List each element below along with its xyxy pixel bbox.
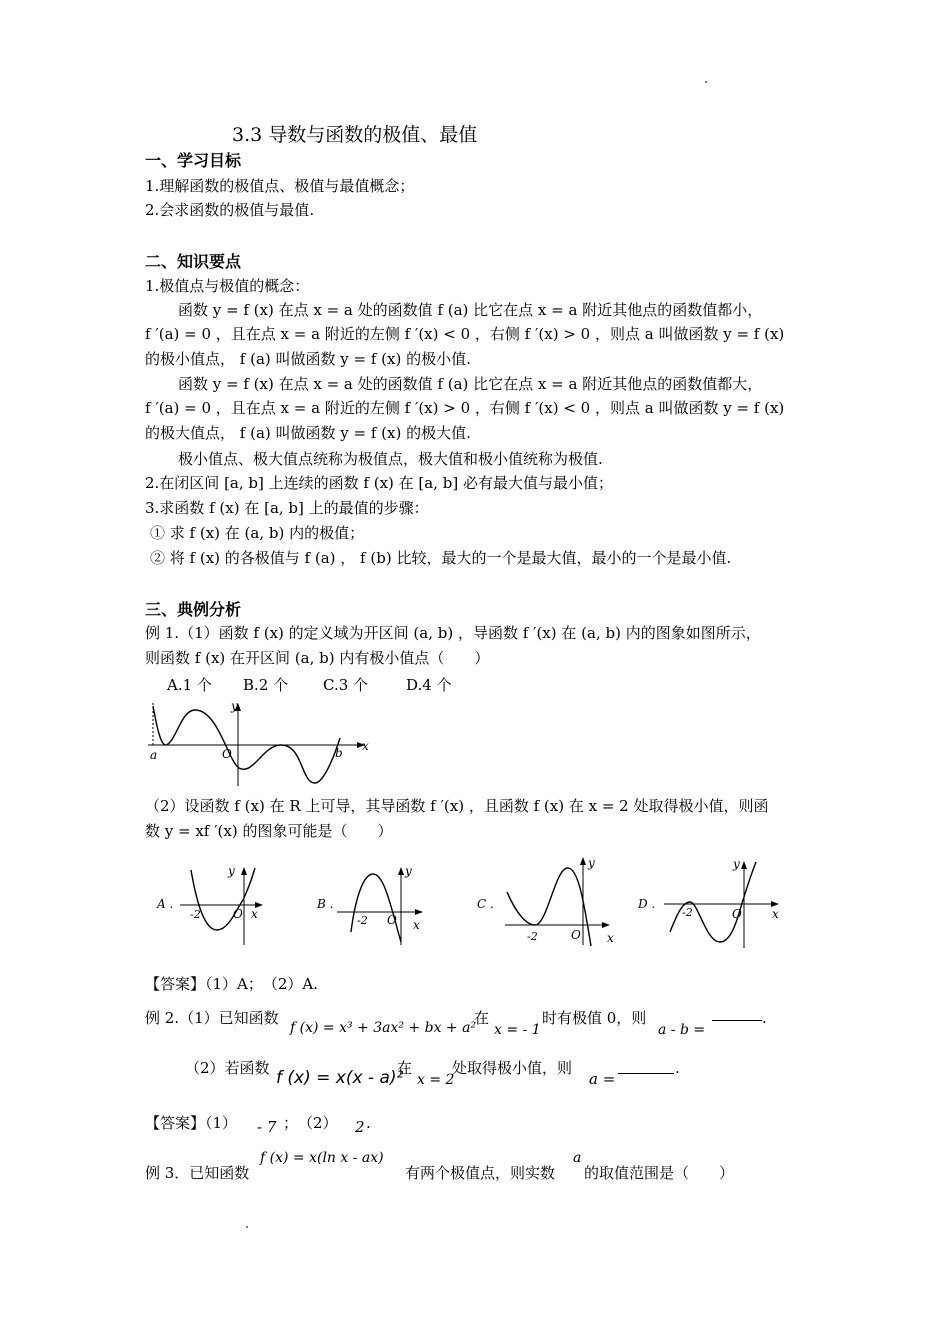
choice-c-letter: C . (477, 897, 494, 911)
step-2: ② 将 f (x) 的各极值与 f (a) ， f (b) 比较，最大的一个是最大值，最小的一个是最小值. (150, 549, 732, 567)
label-a: a (150, 748, 158, 762)
choice-graph-c[interactable] (475, 850, 620, 950)
example-3-condition: 有两个极值点，则实数 (405, 1164, 556, 1182)
label-y-axis: y (231, 699, 238, 713)
example-3-question: 的取值范围是（ ） (584, 1164, 735, 1182)
example-2-2-answer-blank[interactable] (618, 1072, 674, 1074)
example-2-1-function: f (x) = x³ + 3ax² + bx + a² (290, 1020, 477, 1036)
page-title: 3.3 导数与函数的极值、最值 (232, 124, 478, 146)
label-x-axis: x (362, 739, 369, 753)
section-1-heading: 一、学习目标 (145, 151, 242, 170)
example-2-2-function: f (x) = x(x - a)² (276, 1068, 404, 1088)
choice-d-y: y (733, 857, 740, 871)
choice-c-origin: O (571, 928, 581, 942)
choice-b-letter: B . (317, 897, 334, 911)
label-origin: O (222, 747, 232, 761)
choice-d-tick: -2 (682, 906, 693, 919)
answer-2-value-1: - 7 (257, 1118, 277, 1136)
choice-d-x: x (772, 907, 779, 921)
extremum-summary: 极小值点、极大值点统称为极值点，极大值和极小值统称为极值. (178, 450, 603, 468)
option-d: D.4 个 (406, 676, 452, 694)
choice-a-x: x (251, 907, 258, 921)
example-3-prefix: 例 3．已知函数 (145, 1164, 250, 1182)
example-3-variable: a (573, 1150, 582, 1166)
example-2-1-condition: 时有极值 0，则 (542, 1009, 647, 1027)
point-3-title: 3.求函数 f (x) 在 [a, b] 上的最值的步骤： (145, 499, 429, 517)
option-a: A.1 个 (167, 676, 212, 694)
example-2-2-condition: 处取得极小值，则 (452, 1059, 573, 1077)
decor-dot (705, 81, 707, 83)
section-3-heading: 三、典例分析 (145, 600, 242, 619)
choice-b-y: y (405, 864, 412, 878)
max-def-line-3: 的极大值点， f (a) 叫做函数 y = f (x) 的极大值. (145, 424, 471, 442)
option-b: B.2 个 (243, 676, 289, 694)
min-def-line-2: f ′(a) = 0 ，且在点 x = a 附近的左侧 f ′(x) < 0 ，右侧 f ′(x) > 0 ，则点 a 叫做函数 y = f (x) (145, 325, 785, 343)
answer-2-separator: ； （2） (283, 1114, 338, 1132)
step-1: ① 求 f (x) 在 (a, b) 内的极值； (150, 524, 365, 542)
example-2-1-answer-blank[interactable] (712, 1019, 762, 1021)
max-def-line-2: f ′(a) = 0 ，且在点 x = a 附近的左侧 f ′(x) > 0 ，右侧 f ′(x) < 0 ，则点 a 叫做函数 y = f (x) (145, 399, 785, 417)
example-3-function: f (x) = x(ln x - ax) (260, 1150, 384, 1166)
min-def-line-1: 函数 y = f (x) 在点 x = a 处的函数值 f (a) 比它在点 x = a 附近其他点的函数值都小， (178, 301, 763, 319)
answer-2-value-2: 2 (355, 1118, 365, 1136)
choice-c-x: x (607, 931, 614, 945)
choice-graph-b[interactable] (315, 860, 433, 950)
answer-1: 【答案】（1）A； （2）A. (145, 975, 319, 993)
option-c: C.3 个 (323, 676, 369, 694)
example-2-2-in: 在 (397, 1059, 413, 1077)
choice-b-tick: -2 (357, 914, 368, 927)
goal-2: 2.会求函数的极值与最值. (145, 201, 315, 219)
example-2-2-prefix: （2）若函数 (185, 1059, 270, 1077)
choice-a-letter: A . (157, 897, 174, 911)
min-def-line-3: 的极小值点， f (a) 叫做函数 y = f (x) 的极小值. (145, 350, 471, 368)
example-1-2-line-2: 数 y = xf ′(x) 的图象可能是（ ） (145, 822, 393, 840)
answer-2-prefix: 【答案】（1） (145, 1114, 238, 1132)
decor-dot (246, 1226, 248, 1228)
point-2: 2.在闭区间 [a, b] 上连续的函数 f (x) 在 [a, b] 必有最大值与最小值； (145, 474, 613, 492)
goal-1: 1.理解函数的极值点、极值与最值概念； (145, 177, 415, 195)
choice-d-letter: D . (638, 897, 656, 911)
choice-c-y: y (588, 856, 595, 870)
example-2-1-prefix: 例 2.（1）已知函数 (145, 1009, 279, 1027)
derivative-graph (143, 698, 373, 788)
answer-2-end: . (366, 1114, 371, 1132)
choice-graph-d[interactable] (636, 852, 786, 952)
choice-b-x: x (413, 918, 420, 932)
choice-a-origin: O (233, 907, 243, 921)
example-2-2-x: x = 2 (417, 1072, 455, 1088)
choice-a-tick: -2 (190, 908, 201, 921)
choice-c-tick: -2 (527, 930, 538, 943)
example-1-line-2: 则函数 f (x) 在开区间 (a, b) 内有极小值点（ ） (145, 649, 490, 667)
choice-a-y: y (228, 864, 235, 878)
example-2-2-end: . (675, 1059, 680, 1077)
max-def-line-1: 函数 y = f (x) 在点 x = a 处的函数值 f (a) 比它在点 x = a 附近其他点的函数值都大， (178, 375, 763, 393)
example-2-1-expression: a - b = (658, 1022, 706, 1038)
example-1-line-1: 例 1.（1）函数 f (x) 的定义域为开区间 (a, b) ，导函数 f ′(x) 在 (a, b) 内的图象如图所示， (145, 624, 761, 642)
choice-graph-a[interactable] (155, 860, 273, 950)
example-2-1-x: x = - 1 (494, 1022, 541, 1038)
example-1-2-line-1: （2）设函数 f (x) 在 R 上可导，其导函数 f ′(x) ，且函数 f (x) 在 x = 2 处取得极小值，则函 (145, 797, 769, 815)
example-2-1-in: 在 (474, 1009, 490, 1027)
example-2-2-expression: a = (589, 1070, 616, 1088)
example-2-1-end: . (762, 1009, 767, 1027)
choice-d-origin: O (732, 907, 742, 921)
choice-b-origin: O (387, 913, 397, 927)
section-2-heading: 二、知识要点 (145, 252, 242, 271)
point-1-title: 1.极值点与极值的概念： (145, 277, 310, 295)
label-b: b (335, 746, 343, 760)
